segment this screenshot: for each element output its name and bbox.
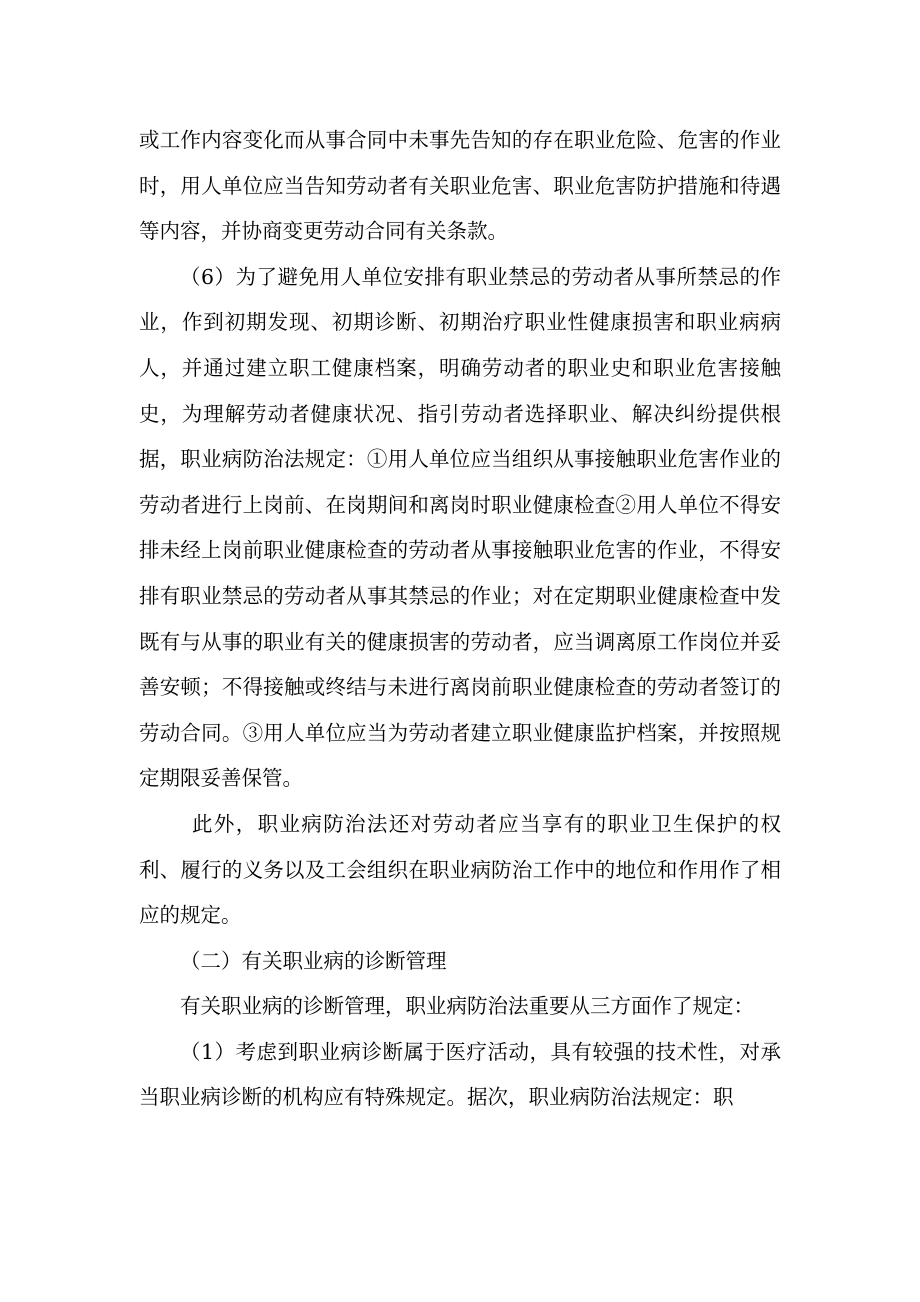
- section-heading-diagnosis: （二）有关职业病的诊断管理: [180, 948, 447, 973]
- paragraph-diagnosis-intro: 有关职业病的诊断管理，职业病防治法重要从三方面作了规定：: [180, 994, 754, 1019]
- paragraph-item-1: （1）考虑到职业病诊断属于医疗活动，具有较强的技术性，对承当职业病诊断的机构应有特殊规定。据次，职业病防治法规定：职: [139, 1039, 781, 1110]
- paragraph-continuation: 或工作内容变化而从事合同中未事先告知的存在职业危险、危害的作业时，用人单位应当告知劳动者有关职业危害、职业危害防护措施和待遇等内容，并协商变更劳动合同有关条款。: [139, 128, 781, 244]
- paragraph-additionally: 此外，职业病防治法还对劳动者应当享有的职业卫生保护的权利、履行的义务以及工会组织在职业病防治工作中的地位和作用作了相应的规定。: [139, 811, 781, 928]
- paragraph-item-6: （6）为了避免用人单位安排有职业禁忌的劳动者从事所禁忌的作业，作到初期发现、初期诊断、初期治疗职业性健康损害和职业病病人，并通过建立职工健康档案，明确劳动者的职业史和职业危害接触史，为理解劳动者健康状况、指引劳动者选择职业、解决纠纷提供根据，职业病防治法规定：①用人单位应当组织从事接触职业危害作业的劳动者进行上岗前、在岗期间和离岗时职业健康检查②用人单位不得安排未经上岗前职业健康检查的劳动者从事接触职业危害的作业，不得安排有职业禁忌的劳动者从事其禁忌的作业；对在定期职业健康检查中发既有与从事的职业有关的健康损害的劳动者，应当调离原工作岗位并妥善安顿；不得接触或终结与未进行离岗前职业健康检查的劳动者签订的劳动合同。③用人单位应当为劳动者建立职业健康监护档案，并按照规定期限妥善保管。: [139, 264, 781, 791]
- document-body: [139, 118, 781, 1121]
